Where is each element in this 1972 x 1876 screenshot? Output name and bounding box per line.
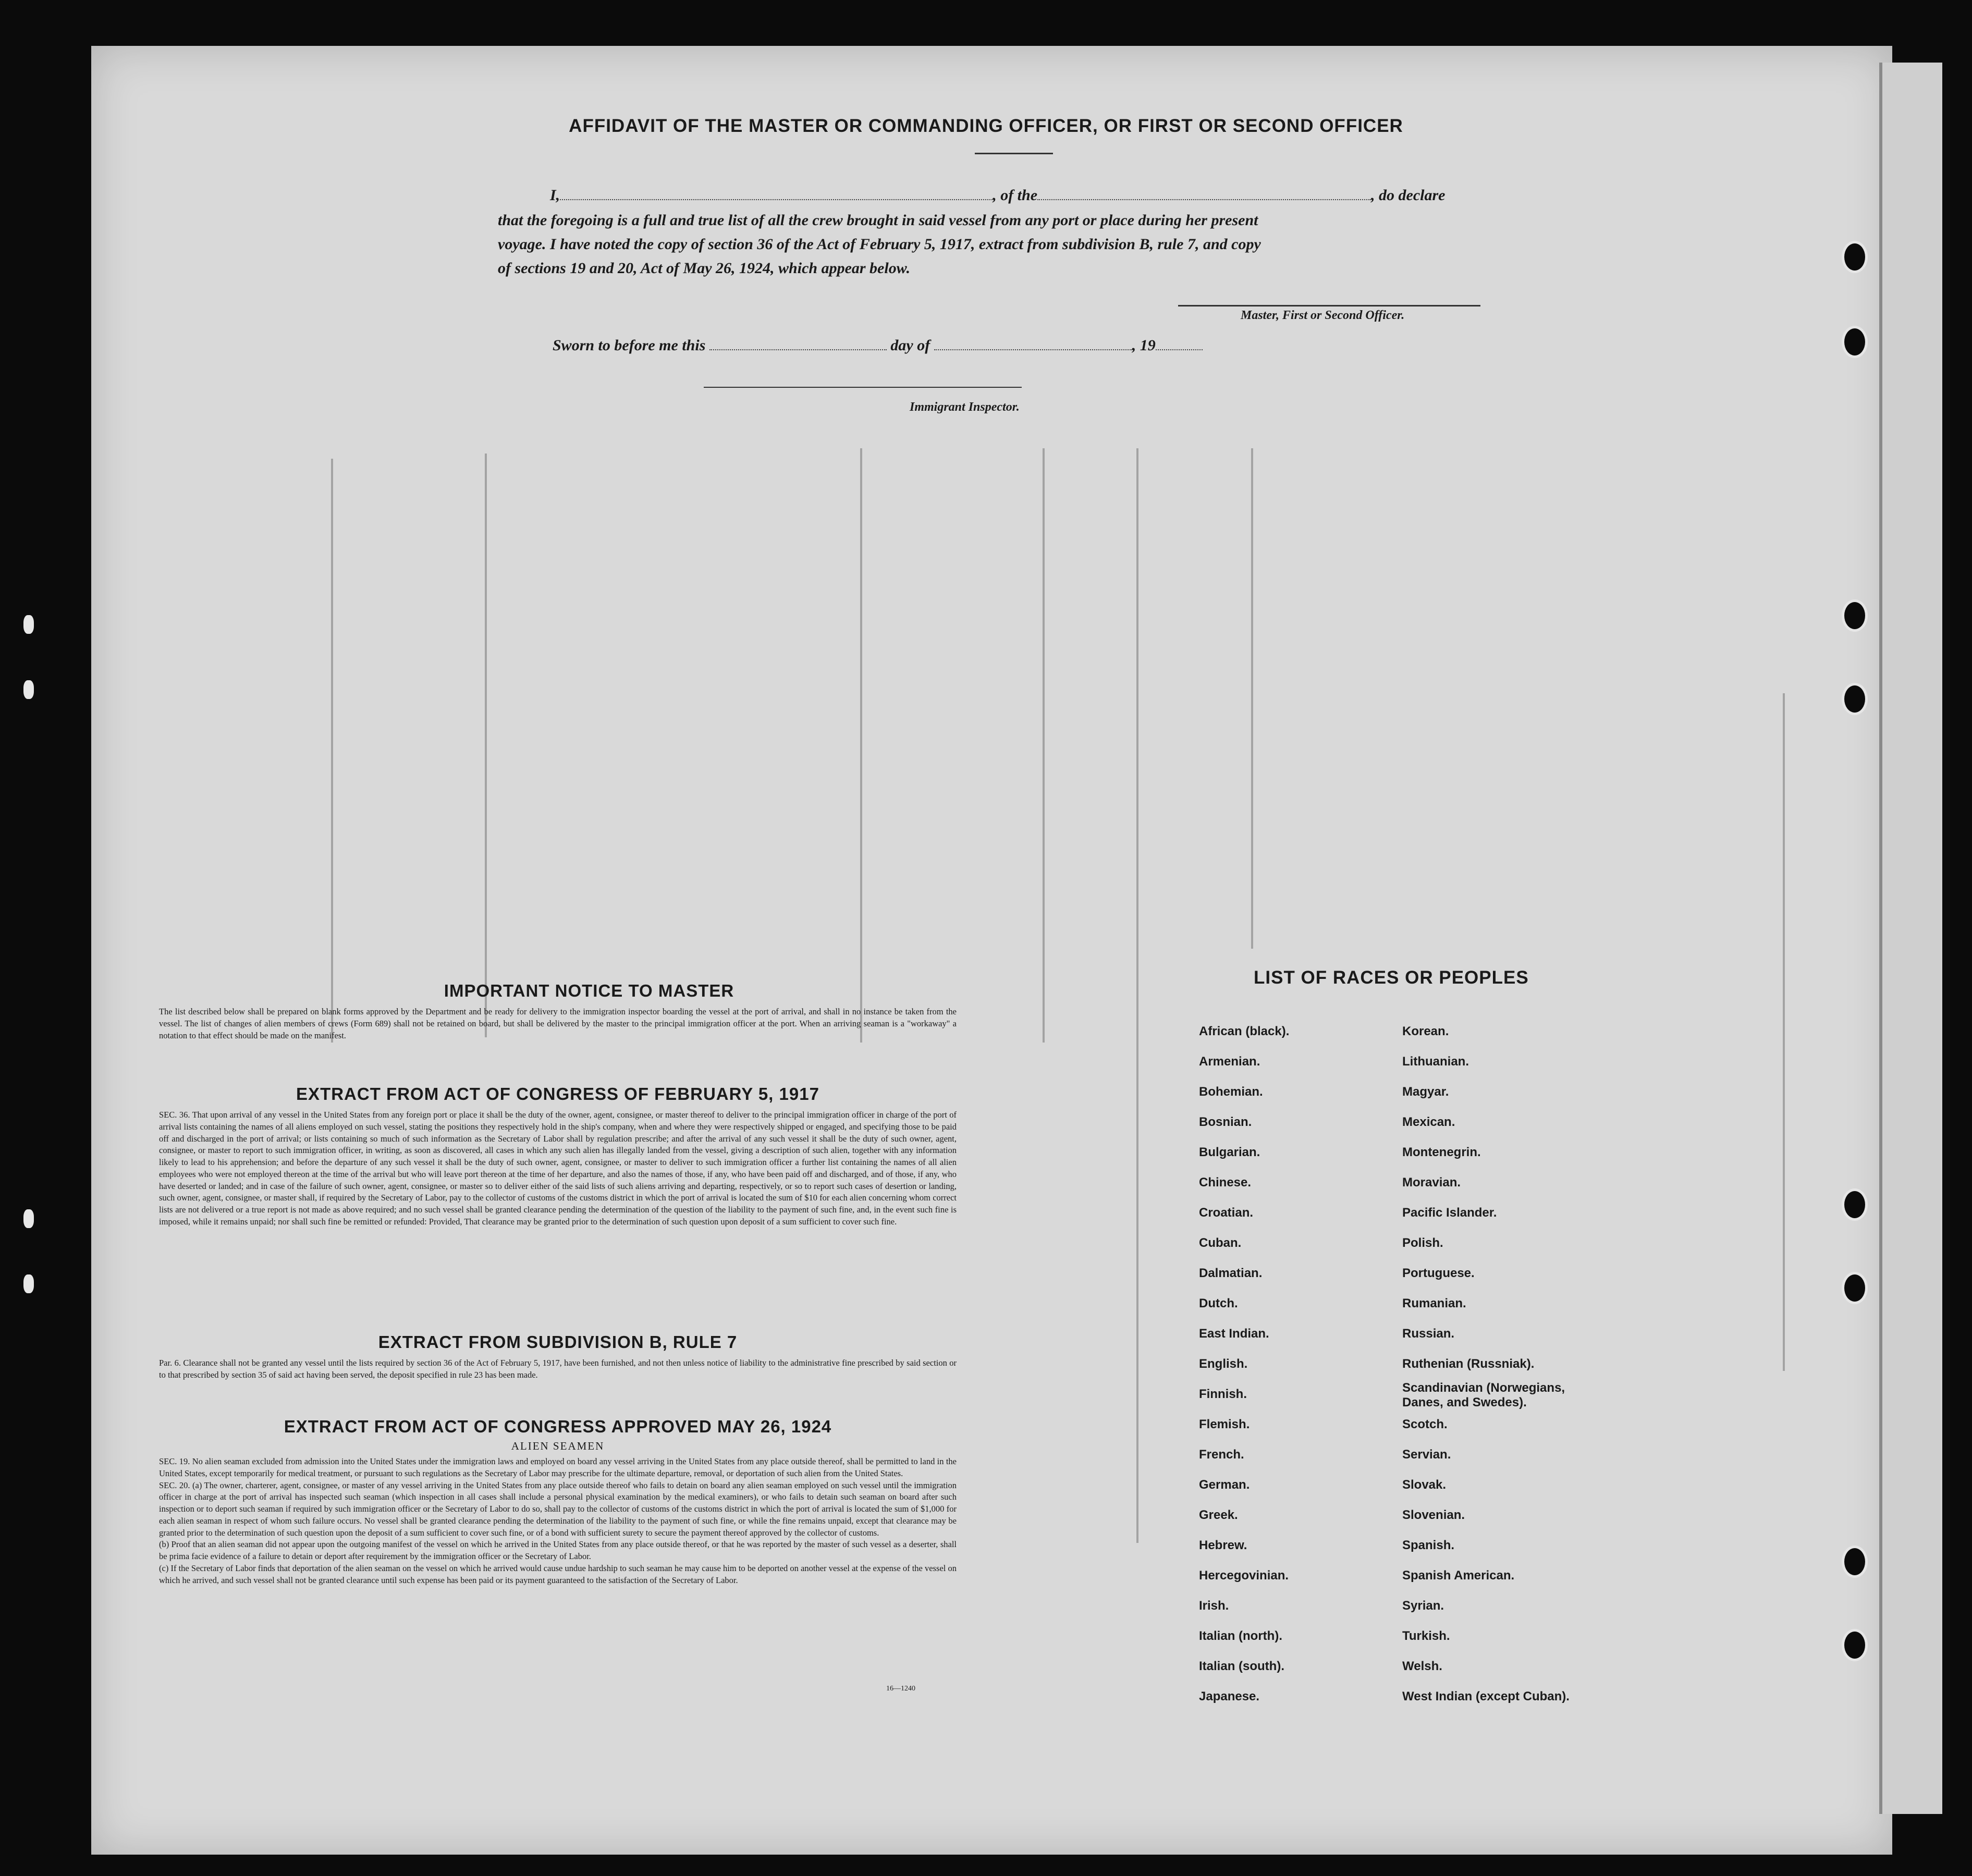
binder-hole [1842,1188,1868,1221]
race-item: Russian. [1402,1327,1455,1341]
binder-hole [23,615,34,634]
race-item: Cuban. [1199,1236,1242,1250]
title-rule [975,153,1053,154]
race-item: Dalmatian. [1199,1266,1263,1280]
race-item: Welsh. [1402,1659,1442,1673]
race-item: Scandinavian (Norwegians, Danes, and Swedes). [1402,1381,1565,1409]
race-item: Croatian. [1199,1206,1254,1220]
race-item: Chinese. [1199,1175,1252,1190]
race-item: Italian (north). [1199,1629,1282,1643]
race-item: Pacific Islander. [1402,1206,1497,1220]
binder-hole [1842,1546,1868,1578]
notice-title: IMPORTANT NOTICE TO MASTER [444,981,734,1000]
race-item: Magyar. [1402,1085,1449,1099]
race-item: Lithuanian. [1402,1055,1469,1069]
extract-rule7-body: Par. 6. Clearance shall not be granted any vessel until the lists required by section 36 of the Act of February 5, 1917, have been furnished, and not then unless notice of liability to the administrative fine prescribed by said section or to that prescribed by section 35 of said act having been served, the deposit specified in rule 23 has been made. [159,1358,957,1380]
race-item: Bulgarian. [1199,1145,1260,1159]
notice-section [159,981,957,1041]
race-item: Ruthenian (Russniak). [1402,1357,1535,1371]
declaration-line-1: I, , of the , do declare [550,187,1446,204]
race-item: Hebrew. [1199,1538,1247,1552]
extract-rule7-title: EXTRACT FROM SUBDIVISION B, RULE 7 [378,1332,738,1352]
inspector-signature-line [704,387,1022,388]
race-item: Syrian. [1402,1599,1444,1613]
race-item: Korean. [1402,1024,1449,1038]
races-title: LIST OF RACES OR PEOPLES [1254,967,1529,988]
race-item: Armenian. [1199,1055,1260,1069]
extract-1924-sec19: SEC. 19. No alien seaman excluded from admission into the United States under the immigration laws and employed on board any vessel arriving in the United States from any place outside thereof, shall be permitted to land in the United States, except temporarily for medical treatment, or pursuant to such regulations as the Secretary of Labor may prescribe for the ultimate departure, removal, or deportation of such alien from the United States. [159,1456,957,1478]
race-item: Italian (south). [1199,1659,1284,1673]
race-item: Hercegovinian. [1199,1568,1289,1583]
race-item: Japanese. [1199,1689,1260,1703]
race-item: Servian. [1402,1448,1451,1462]
extract-1917-section [159,1084,957,1228]
extract-rule7-section [159,1332,957,1381]
race-item: Bohemian. [1199,1085,1263,1099]
race-item: Slovenian. [1402,1508,1465,1522]
form-number: 16—1240 [886,1685,915,1693]
extract-1924-subtitle: ALIEN SEAMEN [511,1440,605,1452]
race-item: Greek. [1199,1508,1238,1522]
binder-hole [1842,599,1868,632]
race-item: Moravian. [1402,1175,1461,1190]
race-item: Dutch. [1199,1296,1238,1310]
race-item: African (black). [1199,1024,1290,1038]
master-signature-line [1178,305,1480,306]
extract-1924-sec20a: SEC. 20. (a) The owner, charterer, agent, consignee, or master of any vessel arriving in the United States from any place outside thereof who fails to detain on board any alien seaman employed on such vessel until the immigration officer in charge at the port of arrival has inspected such seaman (which inspection in all cases shall include a personal physical examination by the medical examiners), or who fails to detain such seaman on board after such inspection or to deport such seaman if required by such immigration officer or the Secretary of Labor to do so, shall pay to the collector of customs of the customs district in which the port of arrival is located the sum of $1,000 for each alien seaman in respect of whom such failure occurs. No vessel shall be granted clearance pending the determination of the liability to the payment of such fine, or while the fine remains unpaid, except that clearance may be granted prior to the determination of such question upon the deposit of a sum sufficient to cover such fine, or of a bond with sufficient surety to secure the payment thereof approved by the collector of customs. [159,1480,957,1538]
race-item: Montenegrin. [1402,1145,1481,1159]
race-item: Spanish American. [1402,1568,1515,1583]
race-item: Mexican. [1402,1115,1455,1129]
race-item: English. [1199,1357,1248,1371]
extract-1917-title: EXTRACT FROM ACT OF CONGRESS OF FEBRUARY 5, 1917 [296,1084,819,1103]
declaration-line-3: voyage. I have noted the copy of section 36 of the Act of February 5, 1917, extract from subdivision B, rule 7, and copy [498,236,1261,253]
extract-1924-section [159,1417,957,1586]
race-item: Polish. [1402,1236,1443,1250]
race-item: Portuguese. [1402,1266,1475,1280]
race-item: Bosnian. [1199,1115,1252,1129]
extract-1924-sec20c: (c) If the Secretary of Labor finds that deportation of the alien seaman on the vessel on which he arrived would cause undue hardship to such seaman he may cause him to be deported on another vessel at the expense of the vessel on which he arrived, and such vessel shall not be granted clearance until such expense has been paid or its payment guaranteed to the satisfaction of the Secretary of Labor. [159,1563,957,1585]
extract-1917-body: SEC. 36. That upon arrival of any vessel in the United States from any foreign port or place it shall be the duty of the owner, agent, consignee, or master thereof to deliver to the principal immigration officer in charge of the port of arrival lists containing the names of all aliens employed on such vessel, stating the positions they respectively hold in the ship's company, when and where they were respectively shipped or engaged, and specifying those to be paid off and discharged in the port of arrival; or lists containing so much of such information as the Secretary of Labor shall by regulation prescribe; and after the arrival of any such vessel it shall be the duty of such owner, agent, consignee, or master to report to such immigration officer, in writing, as soon as discovered, all cases in which any such alien has illegally landed from the vessel, giving a description of such alien, together with any information likely to lead to his apprehension; and before the departure of any such vessel it shall be the duty of such owner, agent, consignee, or master to deliver to such immigration officer a further list containing the names of all alien employees who were not employed thereon at the time of the arrival but who will leave port thereon at the time of her departure, and also the names of those, if any, who have been paid off and discharged, and of those, if any, who have deserted or landed; and in case of the failure of such owner, agent, consignee, or master so to deliver either of the said lists of such aliens arriving and departing, respectively, or so to report such cases of desertion or landing, such owner, agent, consignee, or master shall, if required by the Secretary of Labor, pay to the collector of customs of the customs district in which the port of arrival is located the sum of $10 for each alien concerning whom correct lists are not delivered or a true report is not made as above required; and no such vessel shall be granted clearance pending the determination of the question of the liability to the payment of such fine, and, in the event such fine is imposed, while it remains unpaid; nor shall such fine be remitted or refunded: Provided, That clearance may be granted prior to the determination of such question upon deposit of a sum sufficient to cover such fine. [159,1110,957,1227]
binder-hole [23,1274,34,1293]
declaration-line-4: of sections 19 and 20, Act of May 26, 1924, which appear below. [498,260,911,277]
race-item: East Indian. [1199,1327,1269,1341]
race-item: Irish. [1199,1599,1229,1613]
race-item: German. [1199,1478,1250,1492]
race-item: West Indian (except Cuban). [1402,1689,1570,1703]
master-signature-label: Master, First or Second Officer. [1241,309,1405,322]
race-item: Scotch. [1402,1417,1448,1431]
race-item: French. [1199,1448,1244,1462]
race-item: Slovak. [1402,1478,1447,1492]
race-item: Turkish. [1402,1629,1450,1643]
extract-1924-sec20b: (b) Proof that an alien seaman did not appear upon the outgoing manifest of the vessel on which he arrived in the United States from any place outside thereof, or that he was reported by the master of such vessel as a deserter, shall be prima facie evidence of a failure to detain or deport after requirement by the immigration officer or the Secretary of Labor. [159,1539,957,1562]
affidavit-title: AFFIDAVIT OF THE MASTER OR COMMANDING OFFICER, OR FIRST OR SECOND OFFICER [569,116,1403,136]
notice-body: The list described below shall be prepared on blank forms approved by the Department and be ready for delivery to the immigration inspector boarding the vessel at the port of arrival, and shall in no instance be taken from the vessel. The list of changes of alien members of crews (Form 689) shall not be retained on board, but shall be delivered by the master to the principal immigration officer at the port. When an arriving seaman is a "workaway" a notation to that effect should be made on the manifest. [159,1007,957,1040]
binder-hole [1842,1272,1868,1304]
declaration-line-2: that the foregoing is a full and true list of all the crew brought in said vessel from any port or place during her present [498,212,1258,229]
binder-hole [1842,326,1868,358]
binder-hole [23,1209,34,1228]
inspector-signature-label: Immigrant Inspector. [910,400,1020,414]
extract-1924-title: EXTRACT FROM ACT OF CONGRESS APPROVED MAY 26, 1924 [284,1417,832,1436]
race-item: Spanish. [1402,1538,1455,1552]
race-item: Flemish. [1199,1417,1250,1431]
binder-hole [1842,1629,1868,1661]
race-item: Finnish. [1199,1387,1247,1401]
page-edge [1879,63,1942,1814]
binder-hole [23,680,34,699]
binder-hole [1842,241,1868,273]
binder-hole [1842,683,1868,715]
sworn-line: Sworn to before me this day of , 19 [553,334,1282,358]
race-item: Rumanian. [1402,1296,1466,1310]
